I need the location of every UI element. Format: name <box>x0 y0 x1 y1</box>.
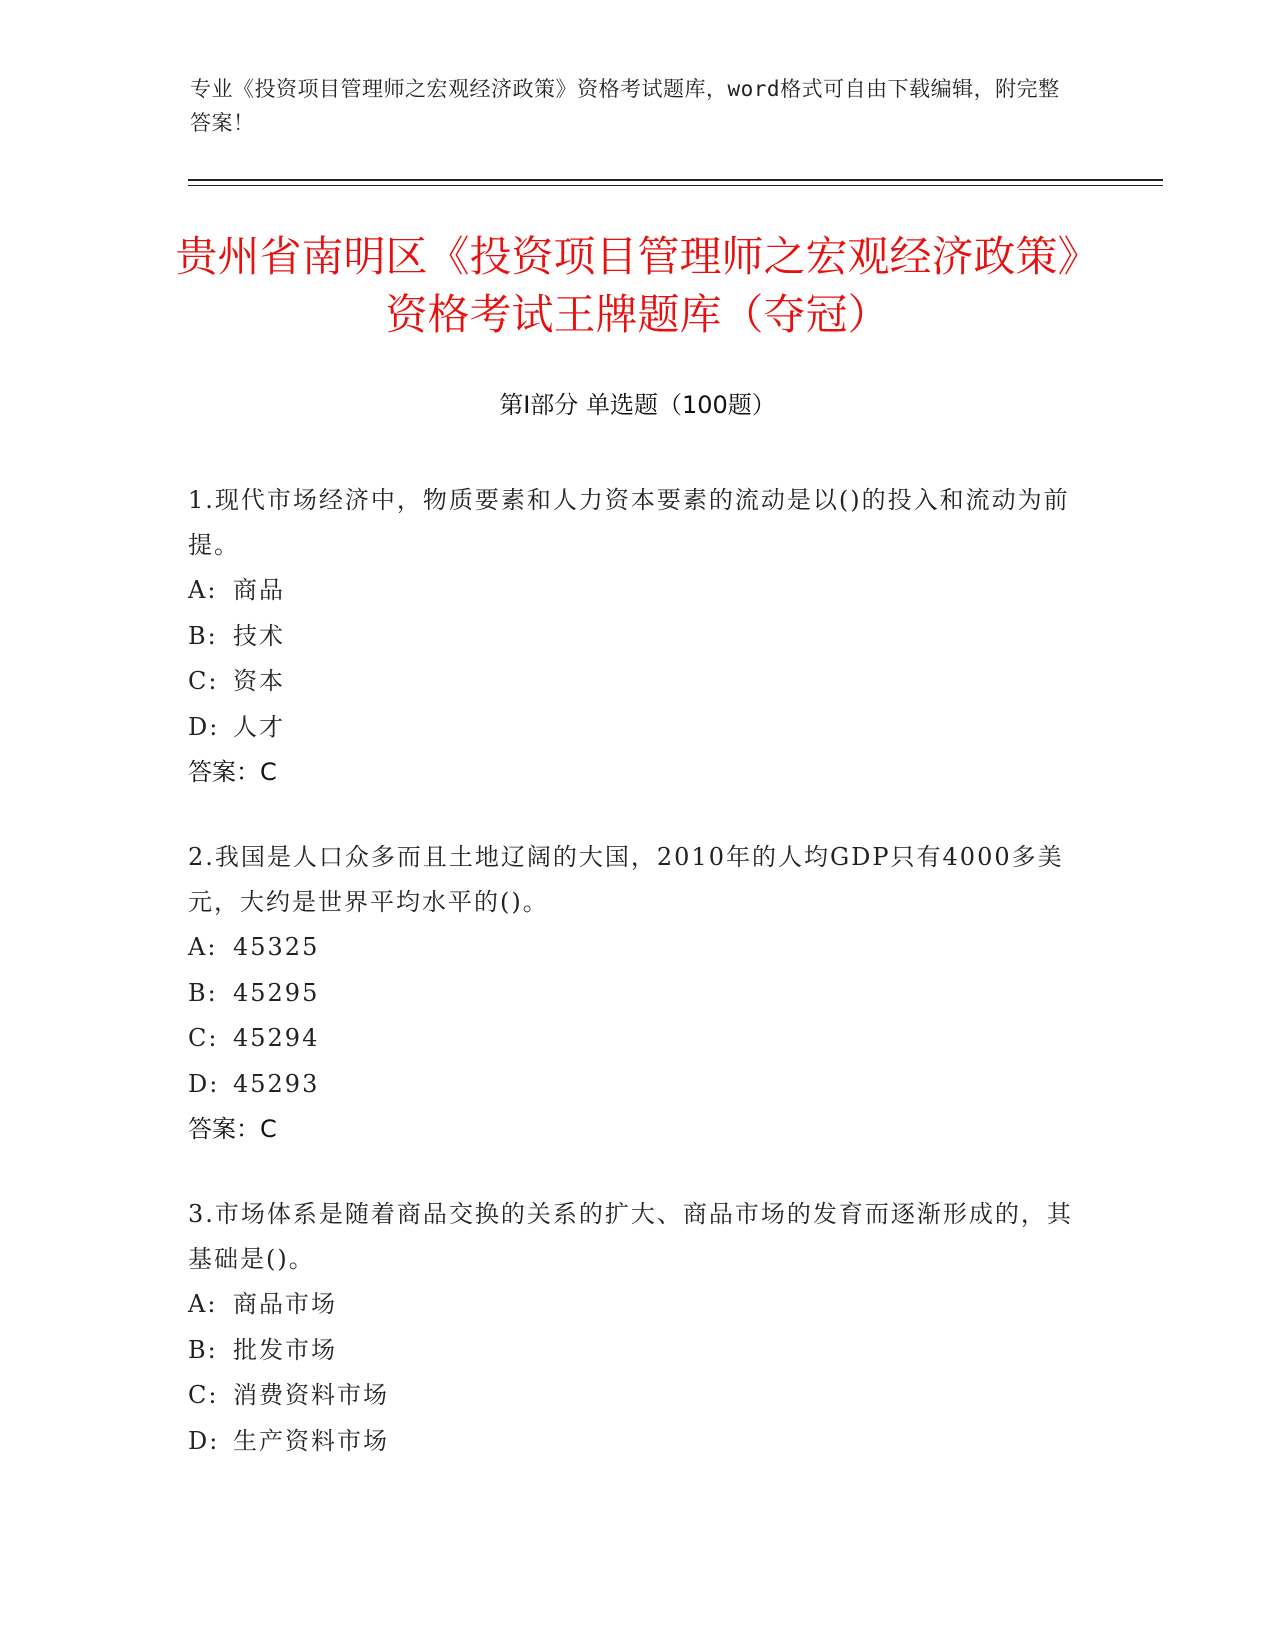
question-list <box>188 478 1088 1504</box>
option-text: 技术 <box>233 621 285 650</box>
option-key: B: <box>188 978 218 1007</box>
option-b <box>188 614 1088 660</box>
question-stem: 1.现代市场经济中，物质要素和人力资本要素的流动是以()的投入和流动为前提。 <box>188 486 1070 559</box>
answer-line: 答案：C <box>188 758 277 786</box>
option-text: 批发市场 <box>233 1335 337 1364</box>
option-text: 45325 <box>233 933 320 961</box>
option-text: 45295 <box>233 978 320 1007</box>
question-2 <box>188 835 1088 1152</box>
option-key: A: <box>188 576 218 604</box>
option-text: 资本 <box>233 667 285 695</box>
option-text: 45293 <box>233 1069 320 1098</box>
option-key: C: <box>188 1024 219 1052</box>
option-text: 45294 <box>233 1024 320 1052</box>
header-rule-thin <box>188 185 1163 186</box>
question-stem: 3.市场体系是随着商品交换的关系的扩大、商品市场的发育而逐渐形成的，其基础是()。 <box>188 1200 1073 1273</box>
option-c <box>188 1016 1088 1062</box>
option-text: 商品市场 <box>233 1290 337 1318</box>
header-rule <box>188 179 1163 181</box>
question-1 <box>188 478 1088 795</box>
option-key: A: <box>188 933 218 961</box>
option-key: D: <box>188 1426 220 1455</box>
option-key: C: <box>188 667 219 695</box>
option-b <box>188 1328 1088 1374</box>
question-3 <box>188 1192 1088 1464</box>
option-b <box>188 971 1088 1017</box>
question-stem: 2.我国是人口众多而且土地辽阔的大国，2010年的人均GDP只有4000多美元，大约是世界平均水平的()。 <box>188 843 1064 916</box>
option-key: B: <box>188 621 218 650</box>
answer-line: 答案：C <box>188 1115 277 1143</box>
option-d <box>188 1062 1088 1108</box>
section-heading: 第Ⅰ部分 单选题（100题） <box>499 391 776 419</box>
option-d <box>188 1419 1088 1465</box>
option-text: 生产资料市场 <box>233 1426 389 1455</box>
option-key: C: <box>188 1381 219 1409</box>
header-note: 专业《投资项目管理师之宏观经济政策》资格考试题库，word格式可自由下载编辑，附完整答案！ <box>190 77 1060 135</box>
option-c <box>188 1373 1088 1419</box>
option-a <box>188 1282 1088 1328</box>
document-title: 贵州省南明区《投资项目管理师之宏观经济政策》资格考试王牌题库（夺冠） <box>175 232 1100 339</box>
option-key: D: <box>188 1069 220 1098</box>
option-text: 人才 <box>233 712 285 741</box>
option-text: 消费资料市场 <box>233 1381 389 1409</box>
option-d <box>188 705 1088 751</box>
option-text: 商品 <box>233 576 285 604</box>
option-a <box>188 925 1088 971</box>
option-a <box>188 568 1088 614</box>
option-key: B: <box>188 1335 218 1364</box>
option-key: A: <box>188 1290 218 1318</box>
option-c <box>188 659 1088 705</box>
option-key: D: <box>188 712 220 741</box>
